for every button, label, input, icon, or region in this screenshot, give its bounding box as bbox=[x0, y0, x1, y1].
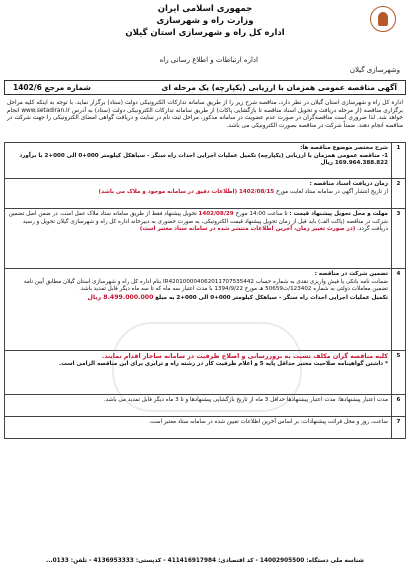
row-date: 1402/08/29 bbox=[198, 211, 234, 217]
row-text: ضمانت نامه بانکی یا فیش واریزی نقدی به شماره حساب IR420100004062011707535442 بنام اداره کل راه و شهرسازی استان گیلان مطابق آیین نامه تضمین معاملات دولتی به شماره 123402/ت50659 هـ مورخ 1394/9/22 با مدت اعتبار سه ماه که تا سه ماه دیگر قابل تمدید باشد. bbox=[23, 278, 388, 293]
row-content bbox=[5, 179, 392, 209]
announcement-page bbox=[2, 2, 408, 574]
row-number: 7 bbox=[392, 417, 406, 439]
table-row bbox=[5, 143, 406, 179]
row-amount: 8.499.000.000 ریال bbox=[87, 293, 154, 301]
row-label: شرح مختصر موضوع مناقصه ها: bbox=[300, 145, 388, 151]
row-label: تضمین شرکت در مناقصه : bbox=[314, 271, 388, 277]
row-amount-label: تکمیل عملیات اجرایی احداث راه سنگر - سیاهکل کیلومتر 000+0 الی 000+2 به مبلغ bbox=[155, 294, 388, 301]
row-content bbox=[5, 417, 392, 439]
tender-title: آگهی مناقصه عمومی همزمان با ارزیابی (یکپارچه) یک مرحله ای bbox=[161, 83, 397, 92]
table-row bbox=[5, 417, 406, 439]
row-text: تا ساعت 14:00 مورخ bbox=[235, 211, 288, 217]
row-number: 5 bbox=[392, 351, 406, 395]
row-content bbox=[5, 209, 392, 269]
row-number: 2 bbox=[392, 179, 406, 209]
org-name: اداره کل راه و شهرسازی استان گیلان bbox=[125, 28, 285, 38]
watermark-logo bbox=[112, 322, 302, 412]
row-tail: (اطلاعات دقیق در سامانه موجود و ملاک می باشد) bbox=[98, 188, 238, 195]
ministry-name: وزارت راه و شهرسازی bbox=[156, 16, 254, 26]
country-name: جمهوری اسلامی ایران bbox=[157, 4, 253, 14]
table-row bbox=[5, 179, 406, 209]
row-text: 1- مناقصه عمومی همزمان با ارزیابی (یکپارچه) تکمیل عملیات اجرایی احداث راه سنگر - سیاهکل کیلومتر 000+0 الی 000+2 با برآورد bbox=[19, 152, 388, 159]
intro-paragraph: اداره کل راه و شهرسازی استان گیلان در نظر دارد، مناقصه شرح زیر را از طریق سامانه تدارکات الکترونیکی دولت (ستاد) برگزار نماید. با توجه به اینکه کلیه مراحل برگزاری مناقصه (از مرحله دریافت و تحویل اسناد مناقصه تا بازگشایی پاکات) از طریق سامانه تدارکات الکترونیکی دولت (ستاد) به آدرس www.setadiran.ir انجام خواهد شد. لذا ضروری است مناقصه‌گران در صورت عدم عضویت در سامانه مذکور، مراحل ثبت نام در سایت و دریافت گواهی امضای الکترونیکی را جهت شرکت در مناقصه انجام دهند. ضمناً شرکت در مناقصه بصورت الکترونیکی می باشد. bbox=[7, 100, 403, 129]
reference-number: شماره مرجع 1402/6 bbox=[13, 83, 91, 92]
footer-contact: شناسه ملی دستگاه: 14002905500 - کد اقتصادی: 411416917984 - کدپستی: 4136953333 - تلفن: 0133... bbox=[46, 558, 364, 564]
row-tail: تحویل پیشنهاد فقط از طریق سامانه ستاد ملاک عمل است. در ضمن اصل تضمین شرکت در مناقصه (پاکت الف) باید قبل از زمان تحویل پیشنهاد قیمت الکترونیکی، به صورت حضوری به دبیرخانه اداره کل راه و شهرسازی گیلان تحویل و رسید دریافت گردد. bbox=[8, 211, 388, 233]
row-content bbox=[5, 143, 392, 179]
row-note: (در صورت تغییر زمان، آخرین اطلاعات منتشر شده در سامانه ستاد معتبر است) bbox=[139, 226, 356, 233]
row-number: 1 bbox=[392, 143, 406, 179]
row-label: زمان دریافت اسناد مناقصه : bbox=[309, 181, 388, 187]
row-text: از تاریخ انتشار آگهی در سامانه ستاد لغایت مورخ bbox=[275, 188, 388, 195]
row-text: مدت اعتبار پیشنهادها: مدت اعتبار پیشنهادها حداقل 3 ماه از تاریخ بازگشایی پیشنهادها و تا 3 ماه دیگر قابل تمدید می باشد. bbox=[103, 397, 388, 403]
row-number: 3 bbox=[392, 209, 406, 269]
row-number: 6 bbox=[392, 395, 406, 417]
header bbox=[2, 2, 408, 112]
row-number: 4 bbox=[392, 269, 406, 351]
table-row bbox=[5, 209, 406, 269]
row-text: کلیه مناقصه گران مکلف نسبت به بروزرسانی و اصلاح ظرفیت در سامانه ساجار اقدام نمایند. bbox=[101, 353, 388, 360]
department-name: اداره ارتباطات و اطلاع رسانی راه bbox=[159, 56, 258, 64]
row-sub: * داشتن گواهینامه صلاحیت معتبر حداقل پایه 5 و اعلام ظرفیت کار در رشته راه و ترابری برای این مناقصه الزامی است. bbox=[59, 361, 388, 368]
sub-department-name: وشهرسازی گیلان bbox=[349, 66, 400, 74]
row-amount: 169.964.388.822 ریال bbox=[320, 160, 388, 167]
row-label: مهلت و محل تحویل پیشنهاد قیمت : bbox=[289, 211, 388, 217]
row-text: ساعت، روز و محل قرائت پیشنهادات: بر اساس آخرین اطلاعات تعیین شده در سامانه ستاد معتبر است. bbox=[148, 419, 388, 425]
title-bar bbox=[4, 80, 406, 95]
row-date: 1402/08/15 bbox=[238, 188, 275, 195]
